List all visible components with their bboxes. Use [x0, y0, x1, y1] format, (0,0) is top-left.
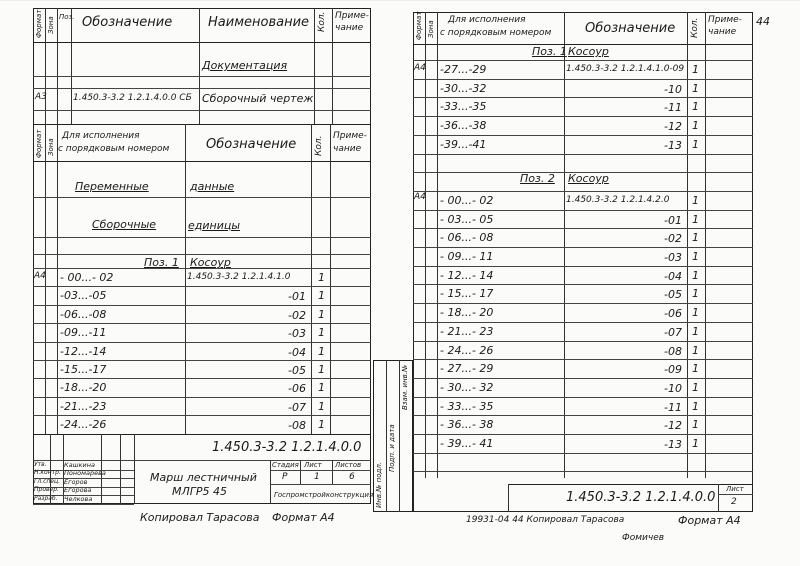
row-line	[413, 60, 753, 61]
r-stamp-sheet-header: Лист	[726, 485, 744, 493]
r-header-format: Формат	[415, 11, 423, 40]
r-footer: 19931-04 44 Копировал Тарасова	[466, 515, 625, 525]
row-line	[413, 154, 753, 155]
signer-line	[33, 504, 134, 505]
row-variant: - 00...- 02	[60, 271, 114, 284]
r-pos1-format: А4	[414, 63, 426, 73]
row-designation: -08	[288, 419, 306, 433]
col-line	[57, 124, 58, 434]
header-name: Наименование	[208, 15, 310, 30]
row-designation: -02	[288, 308, 306, 322]
title-code: 1.450.3-3.2 1.2.1.4.0.0	[212, 440, 362, 455]
row-qty: 1	[318, 399, 325, 413]
header2-note-2: чание	[333, 144, 362, 154]
r-row-qty: 1	[692, 362, 699, 376]
row-line	[413, 135, 753, 136]
r-row-variant: - 30...- 32	[440, 380, 494, 394]
asm-word-1: Сборочные	[92, 218, 157, 231]
title-line	[270, 484, 371, 485]
row-qty: 1	[318, 418, 325, 432]
row-line	[33, 88, 371, 89]
r-row-qty: 1	[692, 81, 699, 95]
row-qty: 1	[318, 326, 325, 340]
r-row-variant: - 09...- 11	[440, 250, 494, 263]
row-line	[413, 341, 753, 342]
r-row-variant: - 33...- 35	[440, 399, 494, 413]
doc-name: Сборочный чертеж	[202, 92, 314, 105]
r-header-zone: Зона	[427, 20, 435, 38]
row-variant: -09...-11	[60, 326, 107, 340]
r-row-qty: 1	[692, 193, 699, 207]
row-designation: -07	[288, 400, 306, 414]
row-qty: 1	[318, 363, 325, 376]
r-row-qty: 1	[692, 343, 699, 357]
row-line	[413, 359, 753, 360]
row-line	[33, 76, 371, 77]
r-row-variant: -33...-35	[440, 100, 487, 114]
row-qty: 1	[318, 344, 325, 358]
row-line	[33, 342, 371, 343]
r-pos2-label: Поз. 2	[520, 172, 555, 185]
header2-variant-1: Для исполнения	[62, 131, 140, 141]
col-line	[199, 8, 200, 124]
r-row-qty: 1	[692, 418, 699, 432]
row-qty: 1	[318, 307, 325, 321]
header-format: Формат	[35, 9, 43, 38]
row-line	[33, 323, 371, 324]
signer-role: Утв.	[34, 461, 47, 468]
row-line	[33, 360, 371, 361]
r-row-designation: -03	[664, 251, 682, 264]
title-sheet-header: Лист	[304, 461, 322, 469]
row-line	[413, 266, 753, 267]
r-row-designation: -10	[664, 381, 682, 395]
title-name-1: Марш лестничный	[150, 471, 257, 484]
r-row-designation: -11	[664, 101, 682, 115]
header2-designation: Обозначение	[206, 137, 297, 152]
r-row-variant: - 36...- 38	[440, 418, 494, 432]
signer-role: Н.контр.	[34, 469, 61, 477]
row-line	[33, 110, 371, 111]
r-row-qty: 1	[692, 100, 699, 114]
col-line	[45, 8, 46, 124]
row-line	[33, 286, 371, 287]
r-row-qty: 1	[692, 306, 699, 320]
r-row-designation: -10	[664, 82, 682, 96]
row-line	[413, 191, 753, 192]
side-strip-line	[399, 360, 400, 512]
col-line	[71, 8, 72, 124]
row-designation: -05	[288, 364, 306, 377]
left-header2-bottom	[33, 161, 371, 162]
r-pos1-name: Косоур	[568, 45, 609, 58]
copied-by: Копировал Тарасова	[140, 511, 260, 524]
r-row-designation: -11	[664, 400, 682, 414]
row-line	[413, 284, 753, 285]
row-variant: -24...-26	[60, 418, 107, 432]
r-header-variant-2: с порядковым номером	[440, 28, 552, 38]
r-header-variant-1: Для исполнения	[448, 15, 526, 25]
r-row-qty: 1	[692, 231, 699, 245]
row-line	[33, 397, 371, 398]
r-header-qty: Кол.	[690, 17, 700, 38]
r-row-designation: -01	[664, 213, 682, 227]
r-row-designation: -04	[664, 269, 682, 283]
r-row-designation: -07	[664, 325, 682, 339]
r-row-qty: 1	[692, 250, 699, 263]
row-line	[413, 322, 753, 323]
row-line	[413, 97, 753, 98]
row-line	[33, 254, 371, 255]
title-name-2: МЛГР5 45	[172, 485, 228, 498]
row-line	[413, 378, 753, 379]
r-row-variant: - 15...- 17	[440, 287, 494, 301]
col-line	[57, 8, 58, 124]
signer-role: Провер.	[34, 486, 59, 494]
r-stamp-left	[508, 484, 509, 512]
header2-qty: Кол.	[314, 135, 324, 156]
title-col	[332, 460, 333, 484]
header-qty: Кол.	[317, 11, 327, 32]
col-line	[185, 124, 186, 434]
r-row-qty: 1	[692, 380, 699, 394]
r-row-qty: 1	[692, 437, 699, 450]
row-designation: -04	[288, 345, 306, 359]
r-pos2-name: Косоур	[568, 172, 609, 185]
r-stamp-code: 1.450.3-3.2 1.2.1.4.0.0	[566, 490, 716, 505]
row-line	[33, 415, 371, 416]
r-row-variant: -30...-32	[440, 81, 487, 95]
r-header-note-2: чание	[708, 27, 737, 37]
title-stage-header: Стадия	[272, 461, 299, 469]
col-line	[330, 124, 331, 434]
title-col	[300, 460, 301, 484]
title-col	[134, 434, 135, 504]
r-row-designation: -06	[664, 307, 682, 321]
r-row-variant: - 06...- 08	[440, 231, 494, 245]
header2-format: Формат	[35, 129, 43, 158]
scan-edge	[0, 0, 800, 1]
r-row-qty: 1	[692, 324, 699, 338]
r-row-qty: 1	[692, 268, 699, 282]
r-header-note-1: Приме-	[708, 15, 742, 25]
title-stage: Р	[282, 472, 288, 482]
title-org: Госпромстройконструкция	[274, 491, 374, 499]
r-row-qty: 1	[692, 399, 699, 413]
col-line	[311, 124, 312, 434]
r-row-variant: - 12...- 14	[440, 268, 494, 282]
col-line	[437, 12, 438, 478]
row-line	[413, 471, 753, 472]
r-row-designation: -12	[664, 120, 682, 134]
asm-word-2: единицы	[188, 219, 241, 232]
signer-role: Разраб.	[34, 494, 58, 502]
row-line	[33, 237, 371, 238]
page-number: 44	[756, 15, 770, 28]
title-line	[270, 470, 371, 471]
side-label-replace: Взам. инв.№	[401, 364, 409, 410]
col-line	[425, 12, 426, 478]
r-pos2-format: А4	[414, 192, 426, 202]
r-signature: Фомичев	[622, 533, 665, 543]
row-format: А4	[34, 271, 46, 281]
r-pos1-label: Поз. 1	[532, 45, 567, 58]
row-line	[413, 303, 753, 304]
r-row-variant: - 03...- 05	[440, 212, 494, 226]
row-qty: 1	[318, 381, 325, 395]
row-line	[33, 378, 371, 379]
r-row-variant: - 18...- 20	[440, 306, 494, 320]
r-header-designation: Обозначение	[585, 21, 676, 36]
r-format-label: Формат А4	[678, 514, 741, 527]
r-row-designation: -02	[664, 232, 682, 246]
side-label-inv: Инв.№ подл.	[375, 461, 383, 508]
header2-note-1: Приме-	[333, 131, 367, 141]
row-designation: -01	[288, 290, 306, 304]
r-row-variant: -36...-38	[440, 119, 487, 133]
signer-name: Пономарева	[64, 469, 106, 478]
r-row-designation: -08	[664, 344, 682, 358]
r-row-qty: 1	[692, 212, 699, 226]
r-row-variant: - 27...- 29	[440, 362, 494, 376]
r-row-variant: - 24...- 26	[440, 343, 494, 357]
row-line	[413, 116, 753, 117]
section-documentation: Документация	[202, 59, 288, 72]
r-row-qty: 1	[692, 63, 699, 76]
r-row-variant: - 00...- 02	[440, 193, 494, 207]
r-row-designation: -05	[664, 288, 682, 302]
header-zone: Зона	[47, 16, 55, 34]
row-designation: -03	[288, 327, 306, 341]
r-row-designation: -13	[664, 138, 682, 152]
r-row-designation: -12	[664, 419, 682, 433]
row-line	[413, 415, 753, 416]
r-row-qty: 1	[692, 287, 699, 301]
title-col	[120, 434, 121, 504]
left-header2-top	[33, 124, 371, 125]
r-row-variant: - 39...- 41	[440, 437, 494, 450]
row-line	[413, 434, 753, 435]
row-line	[413, 228, 753, 229]
row-variant: -12...-14	[60, 344, 107, 358]
r-row-variant: - 21...- 23	[440, 324, 494, 338]
r-row-qty: 1	[692, 119, 699, 133]
r-row-designation: 1.450.3-3.2 1.2.1.4.2.0	[566, 194, 670, 205]
header-note-1: Приме-	[335, 11, 369, 21]
r-row-designation: -09	[664, 363, 682, 377]
row-variant: -06...-08	[60, 307, 107, 321]
r-stamp-sheet: 2	[731, 497, 737, 507]
r-row-designation: -13	[664, 438, 682, 451]
signer-name: Челкова	[64, 494, 93, 503]
header2-variant-2: с порядковым номером	[58, 144, 170, 154]
row-line	[413, 247, 753, 248]
signer-name: Егоров	[64, 477, 88, 486]
title-block-top	[33, 434, 371, 435]
doc-designation: 1.450.3-3.2 1.2.1.4.0.0 СБ	[73, 93, 192, 103]
title-sheet: 1	[314, 472, 320, 482]
var-word-1: Переменные	[75, 180, 149, 193]
row-variant: -15...-17	[60, 363, 107, 376]
row-variant: -03...-05	[60, 289, 107, 303]
row-line	[413, 453, 753, 454]
row-variant: -18...-20	[60, 381, 107, 395]
header-designation: Обозначение	[82, 15, 173, 30]
col-line	[687, 12, 688, 478]
side-label-sign: Подп. и дата	[388, 424, 396, 472]
col-line	[314, 8, 315, 124]
title-sheets-header: Листов	[335, 461, 362, 469]
header-pos: Поз.	[59, 13, 75, 21]
var-word-2: данные	[190, 180, 235, 193]
col-line	[564, 12, 565, 478]
r-row-designation: 1.450.3-3.2 1.2.1.4.1.0-09	[566, 64, 685, 74]
pos1-name: Косоур	[190, 256, 231, 269]
r-stamp-sep	[718, 484, 719, 512]
row-qty: 1	[318, 289, 325, 303]
r-row-qty: 1	[692, 137, 699, 151]
row-line	[33, 197, 371, 198]
doc-format: А3	[35, 92, 47, 102]
r-row-variant: -27...-29	[440, 63, 487, 76]
header-note-2: чание	[335, 23, 364, 33]
header2-zone: Зона	[47, 138, 55, 156]
title-col	[270, 460, 271, 504]
row-designation: 1.450.3-3.2 1.2.1.4.1.0	[187, 272, 291, 282]
row-line	[413, 210, 753, 211]
row-line	[33, 305, 371, 306]
row-designation: -06	[288, 382, 306, 396]
format-label: Формат А4	[272, 511, 335, 524]
r-row-variant: -39...-41	[440, 137, 487, 151]
side-strip-line	[386, 360, 387, 512]
col-line	[332, 8, 333, 124]
row-line	[413, 397, 753, 398]
left-header-line	[33, 42, 371, 43]
signer-name: Егорова	[64, 486, 92, 495]
col-line	[705, 12, 706, 478]
row-variant: -21...-23	[60, 399, 107, 413]
title-sheets: 6	[349, 472, 355, 482]
pos1-label: Поз. 1	[144, 256, 179, 269]
row-qty: 1	[318, 271, 325, 284]
r-stamp-line	[718, 494, 753, 495]
row-line	[413, 79, 753, 80]
signer-role: Гл.спец.	[34, 477, 60, 485]
signer-name: Кашкина	[64, 461, 95, 469]
r-stamp-top	[508, 484, 753, 485]
